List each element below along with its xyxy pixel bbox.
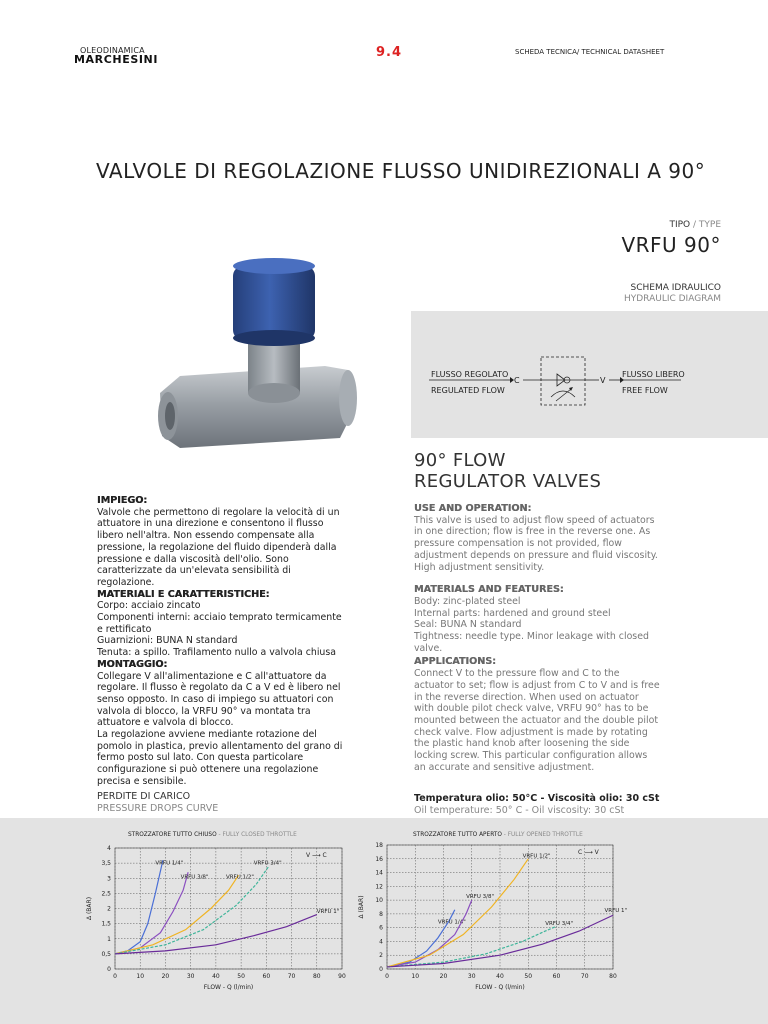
chart-title	[128, 832, 297, 838]
y-tick-label: 16	[375, 855, 383, 863]
y-tick-label: 18	[375, 842, 383, 849]
curves-label-it: PERDITE DI CARICO	[97, 791, 191, 802]
montaggio-text: Collegare V all'alimentazione e C all'attuatore da regolare. Il flusso è regolato da C a V ed è libero nel senso opposto. In caso di impiego su attuatori con valvola di blocco, la VRFU 90° va montata tra attuatore e valvola di blocco.	[97, 670, 341, 729]
valve-product-icon	[150, 248, 380, 478]
x-tick-label: 50	[237, 973, 245, 980]
applications-heading: APPLICATIONS:	[414, 656, 496, 668]
english-title-line2: REGULATOR VALVES	[414, 471, 602, 492]
diagram-port-v: V	[600, 376, 606, 385]
flow-direction-label: C ⟶ V	[578, 849, 599, 856]
chart-fully-opened	[358, 832, 627, 991]
english-column	[414, 503, 660, 773]
type-label-en: TYPE	[698, 220, 721, 230]
series-label: VRFU 1"	[604, 907, 628, 914]
x-tick-label: 60	[262, 973, 271, 980]
series-label: VRFU 3/8"	[180, 874, 209, 881]
chart-title-it: STROZZATORE TUTTO CHIUSO	[128, 832, 217, 838]
y-tick-label: 6	[379, 924, 383, 932]
chart-title-sep: -	[501, 832, 508, 838]
series-line	[115, 875, 239, 954]
y-axis-label: Δ (BAR)	[86, 896, 93, 921]
type-sep: /	[690, 220, 699, 230]
y-tick-label: 3	[107, 875, 111, 883]
impiego-heading: IMPIEGO:	[97, 495, 148, 506]
x-tick-label: 20	[439, 973, 448, 980]
materials-line: Body: zinc-plated steel	[414, 595, 521, 607]
diagram-right-en: FREE FLOW	[622, 386, 668, 395]
y-tick-label: 4	[379, 938, 383, 946]
page-number: 9.4	[376, 45, 403, 60]
x-tick-label: 10	[411, 973, 420, 980]
y-tick-label: 8	[379, 910, 383, 918]
flow-direction-label: V ⟶ C	[306, 852, 327, 859]
materials-line: Tightness: needle type. Minor leakage with closed valve.	[414, 631, 649, 654]
chart-title	[413, 832, 583, 838]
x-tick-label: 90	[338, 973, 346, 980]
montaggio-heading: MONTAGGIO:	[97, 658, 168, 670]
materiali-line: Tenuta: a spillo. Trafilamento nullo a valvola chiusa	[97, 647, 336, 659]
x-axis-label: FLOW - Q (l/min)	[475, 984, 525, 991]
brand-logo: MARCHESINI	[74, 53, 159, 66]
x-tick-label: 60	[552, 973, 561, 980]
hydraulic-diagram	[411, 311, 768, 438]
y-tick-label: 14	[375, 869, 383, 877]
diagram-left-it: FLUSSO REGOLATO	[431, 370, 509, 379]
x-tick-label: 80	[609, 973, 617, 980]
y-tick-label: 2	[107, 905, 111, 913]
y-tick-label: 0	[107, 966, 111, 973]
series-label: VRFU 1/4"	[155, 860, 184, 867]
hydraulic-diagram-panel	[411, 311, 768, 438]
chart-title-en: FULLY CLOSED THROTTLE	[222, 832, 297, 838]
y-tick-label: 3,5	[101, 860, 111, 868]
x-tick-label: 40	[212, 973, 220, 980]
y-tick-label: 12	[375, 883, 383, 891]
materiali-line: Guarnizioni: BUNA N standard	[97, 635, 238, 647]
series-label: VRFU 3/4"	[253, 860, 282, 867]
materiali-line: Corpo: acciaio zincato	[97, 600, 201, 612]
english-title	[414, 450, 601, 492]
use-text: This valve is used to adjust flow speed of actuators in one direction; flow is free in the reverse one. As pressure compensation is not provided, flow adjustment depends on pressure and fluid viscosity. High adjustment sensitivity.	[414, 514, 658, 573]
series-line	[387, 900, 472, 967]
diagram-right-it: FLUSSO LIBERO	[622, 370, 685, 379]
materiali-line: Componenti interni: acciaio temprato termicamente e rettificato	[97, 612, 342, 635]
curves-label-en: PRESSURE DROPS CURVE	[97, 803, 219, 814]
type-label-it: TIPO	[669, 220, 691, 230]
series-label: VRFU 1"	[316, 909, 340, 916]
x-tick-label: 50	[524, 973, 533, 980]
x-tick-label: 30	[467, 973, 476, 980]
y-tick-label: 2,5	[101, 890, 111, 898]
x-tick-label: 80	[312, 973, 321, 980]
materiali-heading: MATERIALI E CARATTERISTICHE:	[97, 588, 270, 600]
y-tick-label: 0,5	[101, 950, 111, 958]
y-axis-label: Δ (BAR)	[358, 895, 365, 919]
materials-heading: MATERIALS AND FEATURES:	[414, 584, 564, 596]
oil-temp-en: Oil temperature: 50° C - Oil viscosity: 30 cSt	[414, 805, 625, 816]
series-line	[115, 872, 188, 954]
y-tick-label: 0	[379, 966, 383, 973]
y-tick-label: 4	[107, 845, 111, 852]
x-tick-label: 70	[580, 973, 589, 980]
x-tick-label: 20	[161, 973, 170, 980]
series-label: VRFU 1/2"	[522, 853, 551, 860]
charts-svg	[0, 818, 768, 1024]
x-tick-label: 0	[113, 973, 117, 980]
y-tick-label: 10	[375, 897, 383, 905]
chart-title-sep: -	[216, 832, 223, 838]
series-line	[387, 859, 528, 967]
chart-title-it: STROZZATORE TUTTO APERTO	[413, 832, 502, 838]
x-tick-label: 10	[136, 973, 145, 980]
series-label: VRFU 1/2"	[225, 874, 254, 881]
series-label: VRFU 3/8"	[466, 894, 495, 901]
sheet-label: SCHEDA TECNICA/ TECHNICAL DATASHEET	[515, 48, 665, 56]
italian-column	[97, 495, 349, 788]
x-tick-label: 30	[186, 973, 195, 980]
schema-label-en: HYDRAULIC DIAGRAM	[623, 294, 721, 304]
chart-title-en: FULLY OPENED THROTTLE	[507, 832, 583, 838]
y-tick-label: 1	[107, 935, 111, 943]
y-tick-label: 1,5	[101, 920, 111, 928]
type-label	[669, 220, 721, 230]
series-label: VRFU 1/4"	[437, 919, 466, 926]
x-tick-label: 70	[287, 973, 296, 980]
charts-band	[0, 818, 768, 1024]
product-image	[150, 248, 380, 478]
diagram-port-c: C	[514, 376, 520, 385]
x-tick-label: 0	[385, 973, 389, 980]
brand-top: OLEODINAMICA	[80, 46, 145, 55]
montaggio-text-2: La regolazione avviene mediante rotazione del pomolo in plastica, previo allentamento del grano di fermo posto sul lato. Con questa particolare configurazione si può ottenere una regolazione precisa e sensibile.	[97, 729, 343, 787]
series-label: VRFU 3/4"	[545, 920, 574, 927]
applications-text: Connect V to the pressure flow and C to the actuator to set; flow is adjust from C to V and is free in the reverse direction. When used on actuator with double pilot check valve, VRFU 90° has to be mounted between the actuator and the double pilot check valve. Flow adjustment is made by rotating the plastic hand knob after loosening the side locking screw. This particular configuration allows an accurate and sensitive adjustment.	[414, 668, 660, 773]
page-title: VALVOLE DI REGOLAZIONE FLUSSO UNIDIREZIONALI A 90°	[96, 159, 706, 183]
materials-line: Internal parts: hardened and ground steel	[414, 607, 611, 619]
oil-temp-it: Temperatura olio: 50°C - Viscosità olio: 30 cSt	[414, 793, 660, 804]
model-name: VRFU 90°	[621, 233, 721, 257]
x-axis-label: FLOW - Q (l/min)	[203, 984, 254, 991]
series-line	[115, 860, 163, 954]
english-title-line1: 90° FLOW	[414, 450, 506, 471]
impiego-text: Valvole che permettono di regolare la velocità di un attuatore in una direzione e consentono il flusso libero nell'altra. Non essendo compensate alla pressione, la regolazione del fluido dipenderà dalla pressione e dalla viscosità dell'olio. Sono caratterizzate da un'elevata sensibilità di regolazione.	[97, 506, 340, 588]
chart-fully-closed	[86, 832, 346, 991]
throttle-icon	[551, 391, 575, 397]
materials-line: Seal: BUNA N standard	[414, 619, 522, 631]
diagram-left-en: REGULATED FLOW	[431, 386, 505, 395]
schema-label-it: SCHEMA IDRAULICO	[630, 283, 721, 293]
x-tick-label: 40	[496, 973, 504, 980]
use-heading: USE AND OPERATION:	[414, 503, 532, 514]
y-tick-label: 2	[379, 952, 383, 960]
